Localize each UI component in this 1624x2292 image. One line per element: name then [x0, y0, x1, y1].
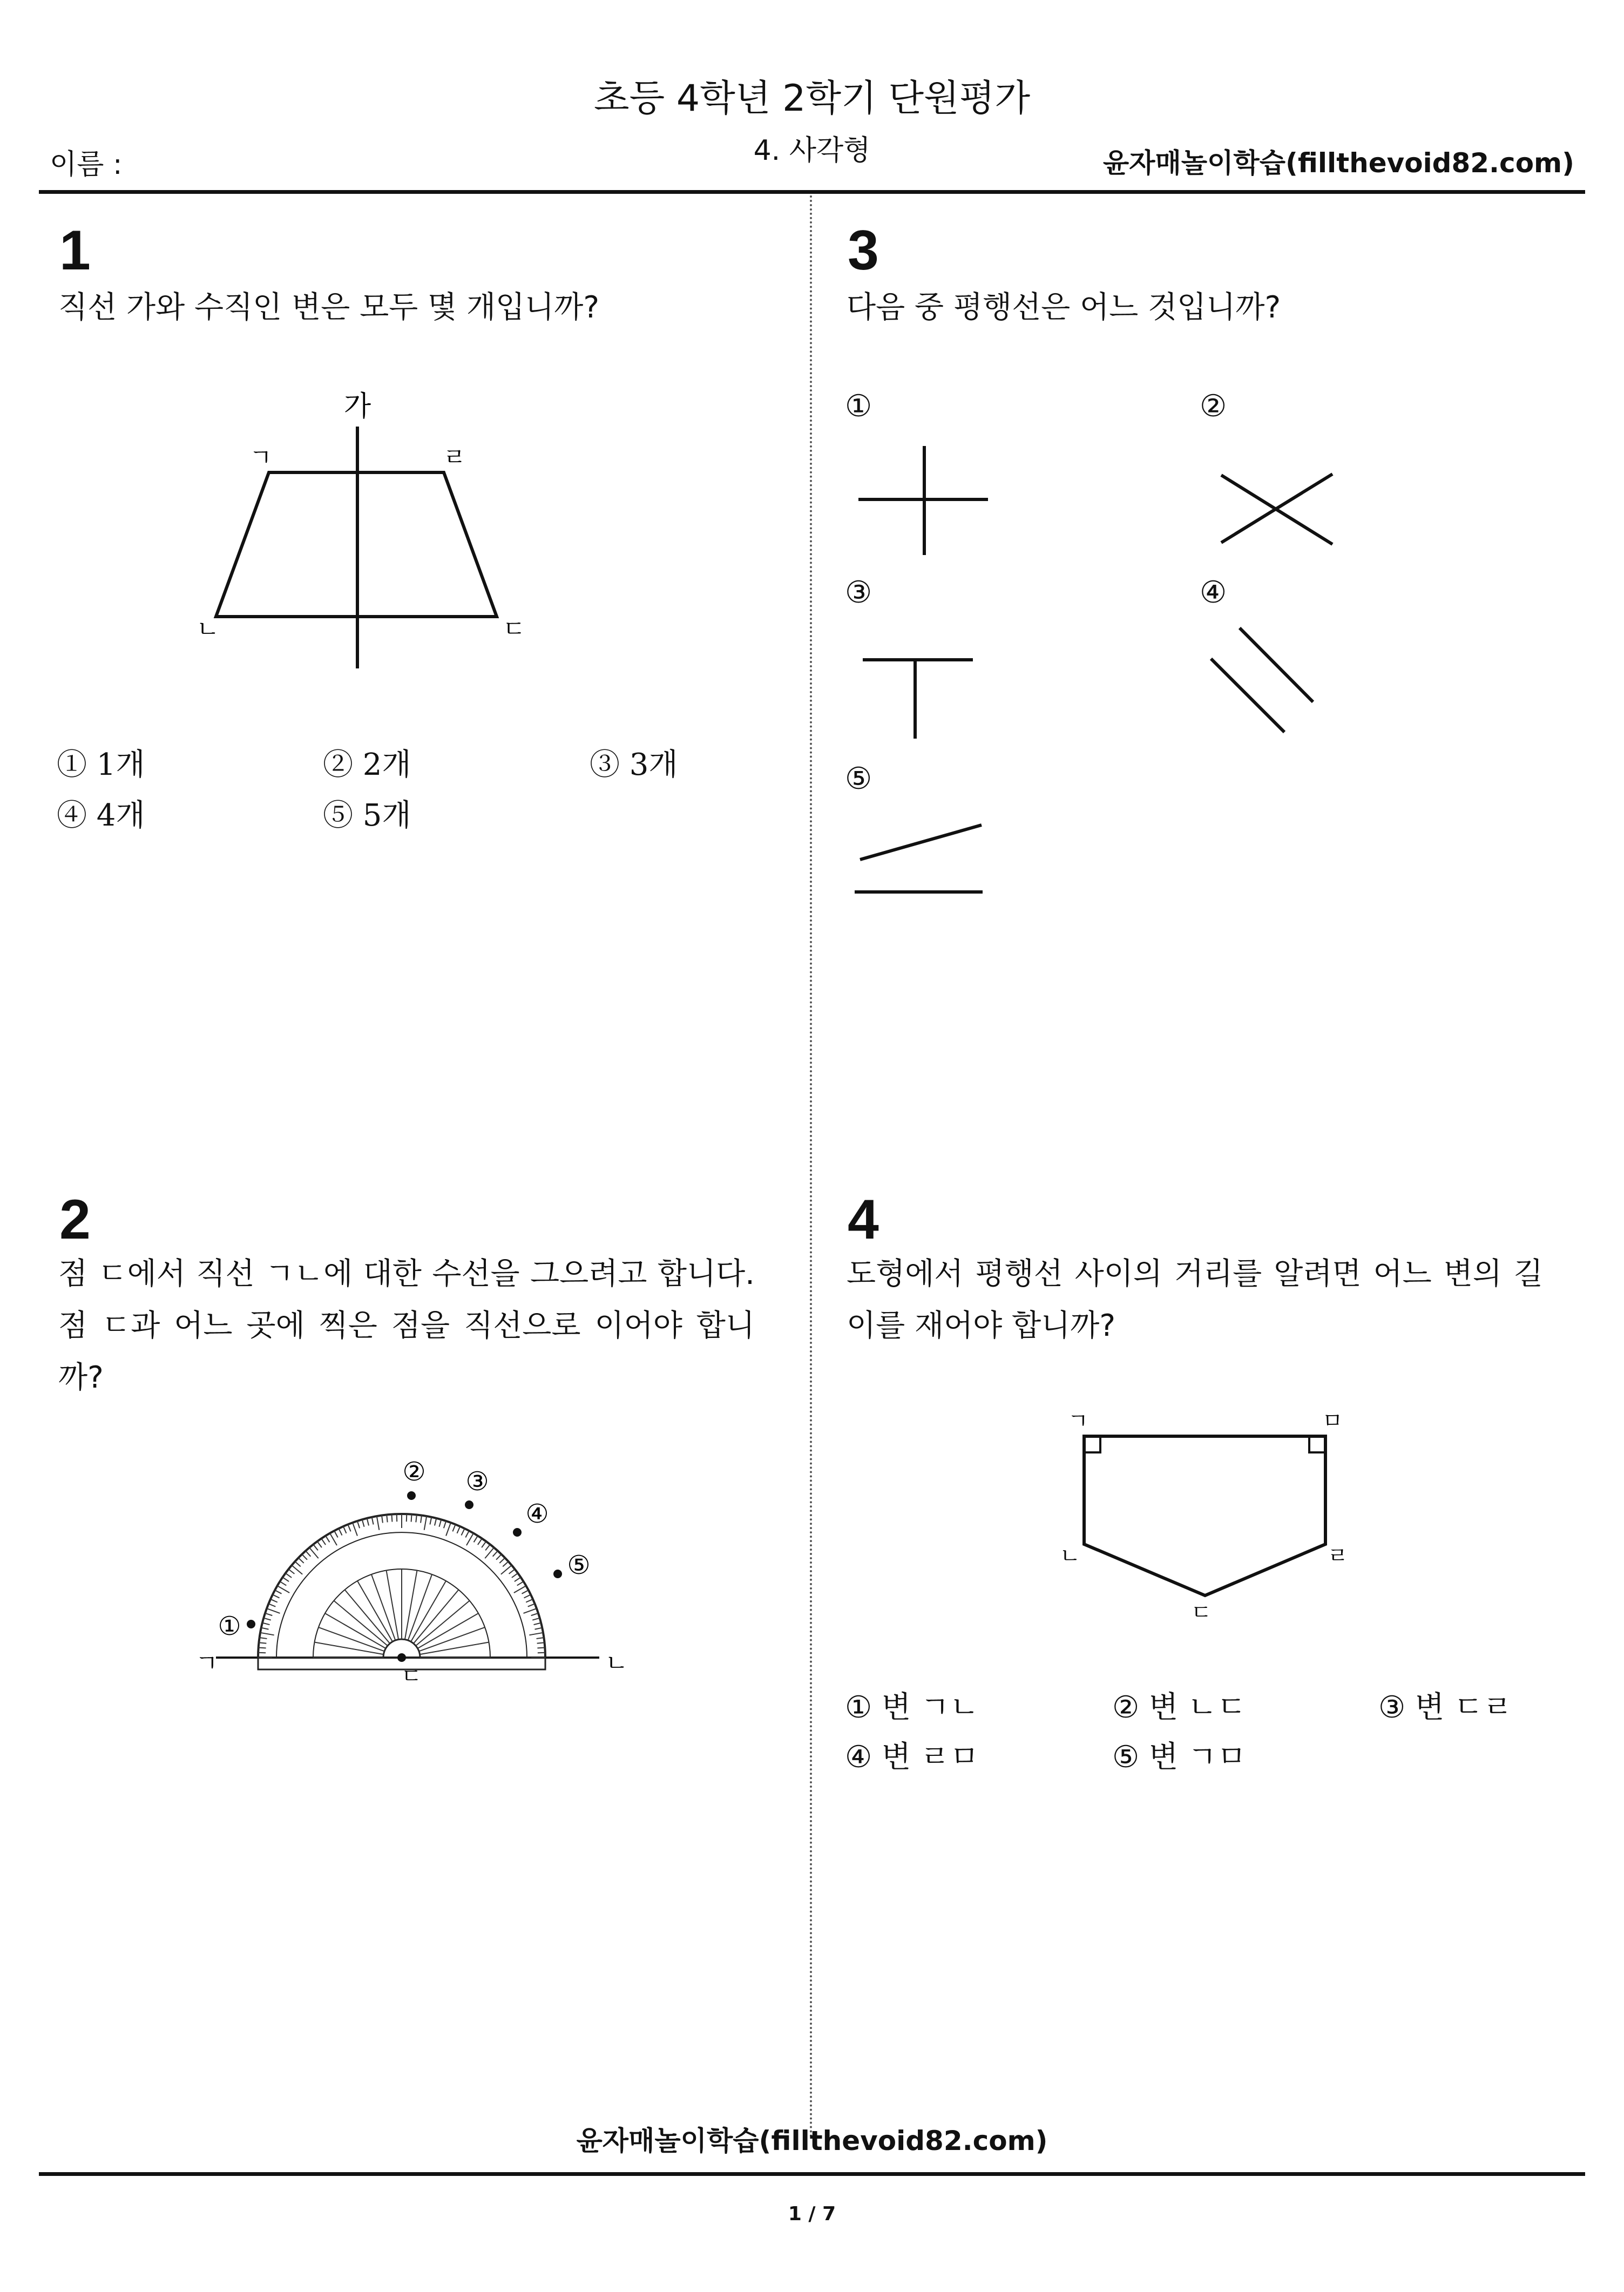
page-title: 초등 4학년 2학기 단원평가 [593, 77, 1031, 120]
line-ga-label: 가 [343, 390, 371, 423]
question-4-choice-3[interactable]: ③ 변 ㄷㄹ [1378, 1690, 1513, 1725]
vertex-label-giyeok: ㄱ [249, 444, 273, 471]
question-4-choice-4[interactable]: ④ 변 ㄹㅁ [845, 1740, 979, 1775]
question-1-choice-2[interactable]: ② 2개 [323, 747, 411, 782]
brand-footer: 윤자매놀이학습(fillthevoid82.com) [576, 2125, 1048, 2156]
footer-divider [39, 2172, 1585, 2176]
label-giyeok: ㄱ [195, 1649, 219, 1677]
question-4-text: 도형에서 평행선 사이의 거리를 알려면 어느 변의 길이를 재어야 합니까? [847, 1256, 1543, 1343]
question-2-number: 2 [59, 1188, 91, 1251]
unit-title: 4. 사각형 [753, 134, 871, 167]
question-4-choice-2[interactable]: ② 변 ㄴㄷ [1112, 1690, 1247, 1725]
question-2-text: 점 ㄷ에서 직선 ㄱㄴ에 대한 수선을 그으려고 합니다. 점 ㄷ과 어느 곳에 찍은 점을 직선으로 이어야 합니까? [58, 1256, 755, 1395]
name-label: 이름 : [50, 148, 123, 181]
label-nieun: ㄴ [605, 1649, 628, 1677]
vertex-label-nieun: ㄴ [1059, 1544, 1081, 1568]
vertex-label-nieun: ㄴ [196, 616, 220, 643]
point-5-label: ⑤ [567, 1550, 591, 1580]
vertex-label-giyeok: ㄱ [1067, 1409, 1089, 1434]
vertex-label-mieum: ㅁ [1322, 1409, 1343, 1434]
vertex-label-digeut: ㄷ [502, 616, 526, 643]
question-1-choice-3[interactable]: ③ 3개 [590, 747, 678, 782]
question-4-choice-1[interactable]: ① 변 ㄱㄴ [845, 1690, 979, 1725]
point-4-label: ④ [525, 1499, 549, 1529]
question-3-option-2[interactable]: ② [1200, 389, 1227, 424]
vertex-label-rieul: ㄹ [443, 444, 466, 471]
point-2-label: ② [402, 1457, 426, 1487]
vertex-label-digeut: ㄷ [1190, 1600, 1212, 1625]
question-1-choice-1[interactable]: ① 1개 [57, 747, 145, 782]
question-1-number: 1 [59, 219, 91, 282]
vertex-label-rieul: ㄹ [1327, 1544, 1349, 1568]
question-3-option-4[interactable]: ④ [1200, 575, 1227, 610]
question-1-choice-4[interactable]: ④ 4개 [57, 798, 145, 833]
question-4-choice-5[interactable]: ⑤ 변 ㄱㅁ [1112, 1740, 1247, 1775]
brand-header: 윤자매놀이학습(fillthevoid82.com) [1102, 147, 1574, 179]
right-angle-mark-right [1309, 1436, 1325, 1452]
question-4-number: 4 [848, 1188, 879, 1251]
question-3-option-1[interactable]: ① [845, 389, 872, 424]
question-3-text: 다음 중 평행선은 어느 것입니까? [847, 290, 1281, 325]
question-1-choice-5[interactable]: ⑤ 5개 [323, 798, 411, 833]
question-3-number: 3 [848, 219, 879, 282]
pentagon-shape [1084, 1436, 1325, 1595]
point-3-label: ③ [465, 1466, 489, 1497]
question-3-option-5[interactable]: ⑤ [845, 761, 872, 796]
point-1-label: ① [218, 1611, 241, 1641]
label-digeut: ㄷ [401, 1664, 422, 1689]
right-angle-mark-left [1084, 1436, 1100, 1452]
question-1-text: 직선 가와 수직인 변은 모두 몇 개입니까? [58, 290, 600, 325]
question-3-option-3[interactable]: ③ [845, 575, 872, 610]
page-number: 1 / 7 [788, 2203, 836, 2225]
